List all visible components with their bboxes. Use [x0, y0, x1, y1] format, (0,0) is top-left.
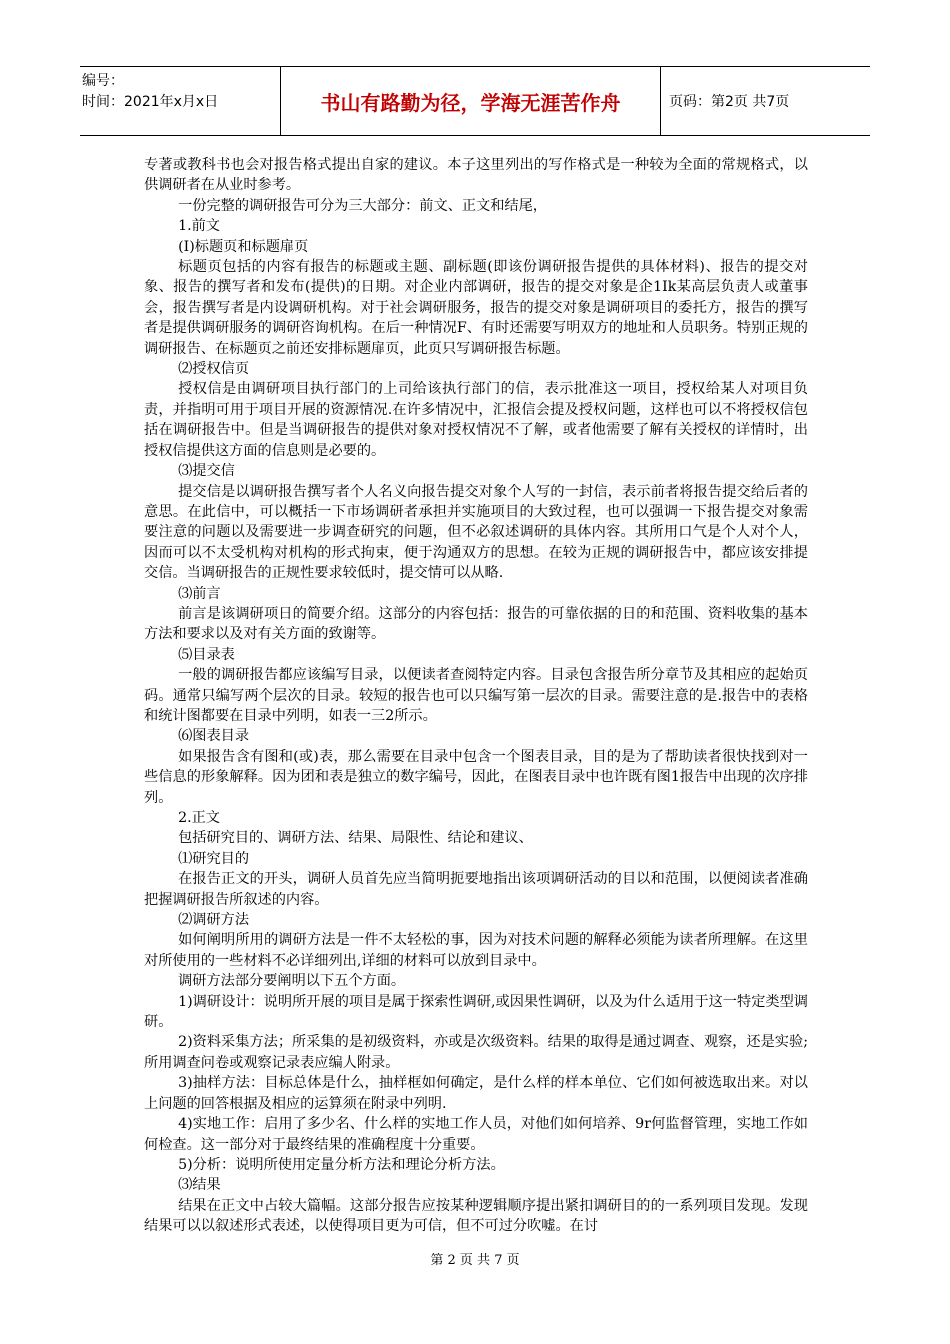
header-meta [80, 67, 281, 135]
document-body [144, 155, 808, 1237]
paragraph: 3)抽样方法：目标总体是什么，抽样框如何确定，是什么样的样本单位、它们如何被选取出来。对以上问题的回答根据及相应的运算须在附录中列明. [144, 1075, 808, 1112]
paragraph: ⑸目录表 [178, 646, 235, 663]
paragraph: ⑵调研方法 [178, 912, 250, 929]
header-page-number: 页码：第2页 共7页 [669, 94, 790, 110]
paragraph: ⑶结果 [178, 1177, 221, 1194]
paragraph: 2.正文 [178, 810, 220, 826]
paragraph: ⑵授权信页 [178, 361, 250, 378]
paragraph: 1)调研设计：说明所开展的项目是属于探索性调研,或因果性调研，以及为什么适用于这一特定类型调研。 [144, 993, 808, 1031]
paragraph: ⑴研究目的 [178, 850, 250, 867]
paragraph: 包括研究目的、调研方法、结果、局限性、结论和建议、 [178, 830, 533, 847]
paragraph: 一份完整的调研报告可分为三大部分：前文、正文和结尾， [178, 197, 547, 214]
paragraph: 专著或教科书也会对报告格式提出自家的建议。本子这里列出的写作格式是一种较为全面的常规格式，以供调研者在从业时参考。 [144, 157, 808, 194]
page-header [80, 66, 870, 136]
document-date-label: 时间：2021年x月x日 [82, 94, 219, 110]
paragraph: 提交信是以调研报告撰写者个人名义向报告提交对象个人写的一封信，表示前者将报告提交给后者的意思。在此信中，可以概括一下市场调研者承担并实施项目的大致过程，也可以强调一下报告提交对象需要注意的问题以及需要进一步调查研究的问题，但不必叙述调研的具体内容。其所用口气是个人对个人，因而可以不太受机构对机构的形式拘束，便于沟通双方的思想。在较为正规的调研报告中，都应该安排提交信。当调研报告的正规性要求较低时，提交情可以从略. [144, 483, 808, 582]
header-motto: 书山有路勤为径，学海无涯苦作舟 [281, 67, 661, 135]
paragraph: 如果报告含有图和(或)表，那么需要在目录中包含一个图表目录，目的是为了帮助读者很快找到对一些信息的形象解释。因为团和表是独立的数字编号，因此，在图表目录中也许既有图1报告中出现的次序排列。 [144, 748, 808, 806]
paragraph: ⑶提交信 [178, 463, 235, 480]
paragraph: ⑶前言 [178, 585, 221, 602]
paragraph: 结果在正文中占较大篇幅。这部分报告应按某种逻辑顺序提出紧扣调研目的的一系列项目发现。发现结果可以以叙述形式表述，以使得项目更为可信，但不可过分吹嘘。在讨 [144, 1197, 808, 1235]
paragraph: (I)标题页和标题扉页 [178, 238, 309, 255]
page-footer: 第 2 页 共 7 页 [430, 1253, 520, 1268]
paragraph: 标题页包括的内容有报告的标题或主题、副标题(即该份调研报告提供的具体材料)、报告的提交对象、报告的撰写者和发布(提供)的日期。对企业内部调研，报告的提交对象是企1Ik某高层负责人或董事会，报告撰写者是内设调研机构。对于社会调研服务，报告的提交对象是调研项目的委托方，报告的撰写者是提供调研服务的调研咨询机构。在后一种情况F、有时还需要写明双方的地址和人员职务。特别正规的调研报告、在标题页之前还安排标题扉页，此页只写调研报告标题。 [144, 259, 808, 357]
paragraph: 授权信是由调研项目执行部门的上司给该执行部门的信，表示批准这一项目，授权给某人对项目负责，并指明可用于项目开展的资源情况.在许多情况中，汇报信会提及授权问题，这样也可以不将授权信包括在调研报告中。但是当调研报告的提供对象对授权情况不了解，或者他需要了解有关授权的详情时，出授权信提供这方面的信息则是必要的。 [144, 381, 808, 459]
paragraph: 调研方法部分要阐明以下五个方面。 [178, 973, 406, 990]
paragraph: 5)分析：说明所使用定量分析方法和理论分析方法。 [178, 1156, 505, 1173]
paragraph: 如何阐明所用的调研方法是一件不太轻松的事，因为对技术问题的解释必须能为读者所理解。在这里对所使用的一些材料不必详细列出,详细的材料可以放到目录中。 [144, 932, 808, 969]
paragraph: 在报告正文的开头，调研人员首先应当简明扼要地指出该项调研活动的目以和范围，以便阅读者准确把握调研报告所叙述的内容。 [144, 871, 808, 908]
paragraph: 4)实地工作：启用了多少名、什么样的实地工作人员，对他们如何培养、9r何监督管理，实地工作如何检查。这一部分对于最终结果的准确程度十分重要。 [144, 1116, 808, 1153]
document-number-label: 编号： [82, 73, 124, 89]
paragraph: ⑹图表目录 [178, 728, 250, 745]
paragraph: 2)资料采集方法；所采集的是初级资料，亦或是次级资料。结果的取得是通过调查、观察，还是实验;所用调查问卷或观察记录表应编人附录。 [144, 1034, 808, 1071]
paragraph: 1.前文 [178, 218, 220, 235]
paragraph: 前言是该调研项日的简要介绍。这部分的内容包括：报告的可靠依据的日的和范围、资料收集的基本方法和要求以及对有关方面的致谢等。 [144, 605, 808, 643]
paragraph: 一般的调研报告都应该编写目录，以便读者查阅特定内容。目录包含报告所分章节及其相应的起始页码。通常只编写两个层次的目录。较短的报告也可以只编写第一层次的目录。需要注意的是.报告中的表格和统计图都要在目录中列明，如表一三2所示。 [144, 667, 808, 724]
